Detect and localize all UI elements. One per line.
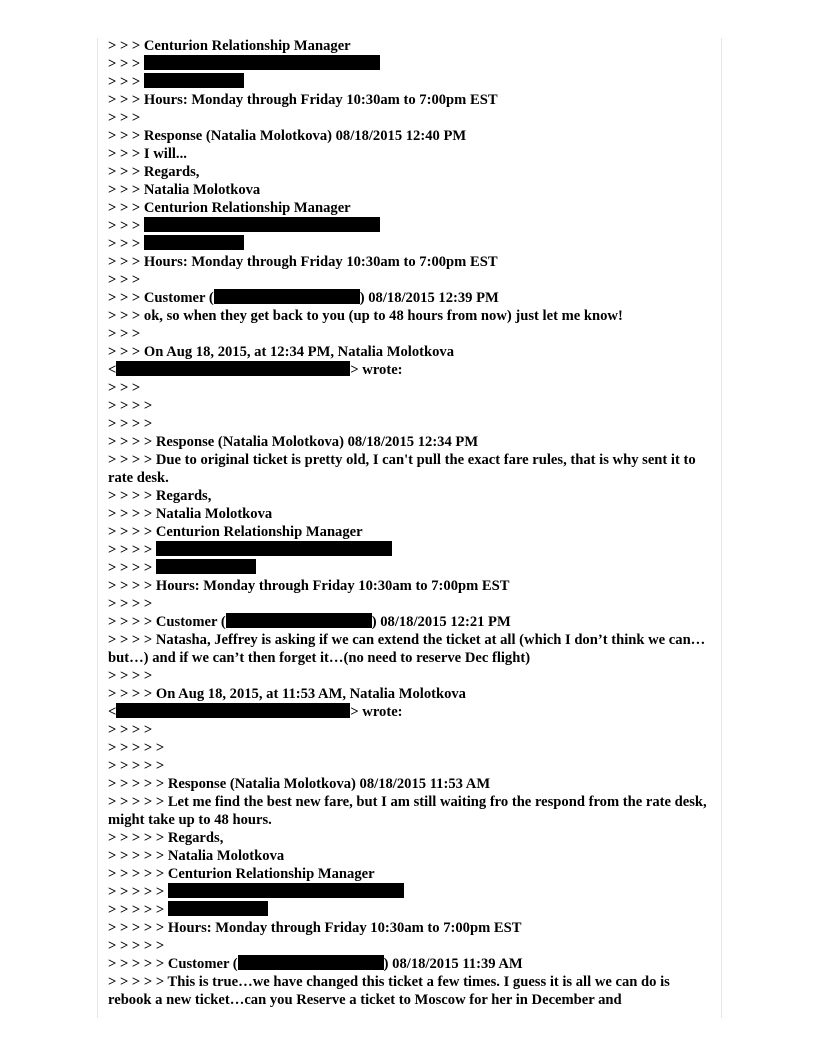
text-line: > > > > > Natalia Molotkova: [108, 848, 285, 864]
text-line: > > > > >: [108, 901, 708, 919]
text-line: > > > >: [108, 559, 708, 577]
text-line: > > > > Centurion Relationship Manager: [108, 524, 363, 540]
text-line: > > > Centurion Relationship Manager: [108, 200, 351, 216]
redaction-bar: [226, 613, 372, 628]
text-line: > > > > > This is true…we have changed this ticket a few times. I guess it is all we can do is rebook a new ticket…can you Reserve a ticket to Moscow for her in December and: [108, 974, 670, 1008]
text-line: > > > > Due to original ticket is pretty old, I can't pull the exact fare rules, that is why sent it to rate desk.: [108, 452, 696, 486]
redaction-bar: [156, 541, 392, 556]
text-line: > > > >: [108, 398, 153, 414]
text-line: > > > > >: [108, 740, 165, 756]
redaction-bar: [214, 289, 360, 304]
text-line: > > >: [108, 217, 708, 235]
redaction-bar: [144, 217, 380, 232]
redaction-bar: [116, 703, 350, 718]
text-line: > > >: [108, 272, 141, 288]
text-line: > > > Hours: Monday through Friday 10:30am to 7:00pm EST: [108, 254, 498, 270]
text-line: > > > On Aug 18, 2015, at 12:34 PM, Natalia Molotkova: [108, 344, 455, 360]
text-line: > > > > Customer ( ) 08/18/2015 12:21 PM: [108, 614, 511, 630]
text-line: > > > > > Regards,: [108, 830, 224, 846]
text-line: > > > Centurion Relationship Manager: [108, 38, 351, 54]
text-line: > > > ok, so when they get back to you (up to 48 hours from now) just let me know!: [108, 308, 623, 324]
text-line: > > > > Regards,: [108, 488, 212, 504]
email-thread: [108, 37, 708, 1009]
redaction-bar: [144, 235, 244, 250]
text-line: > > > > Hours: Monday through Friday 10:30am to 7:00pm EST: [108, 578, 510, 594]
text-line: > > > Natalia Molotkova: [108, 182, 261, 198]
text-line: > > > > > Response (Natalia Molotkova) 08/18/2015 11:53 AM: [108, 776, 491, 792]
text-line: > > >: [108, 55, 708, 73]
text-line: > > > >: [108, 668, 153, 684]
text-line: > > > Customer ( ) 08/18/2015 12:39 PM: [108, 290, 499, 306]
text-line: > > > > Natalia Molotkova: [108, 506, 273, 522]
redaction-bar: [238, 955, 384, 970]
redaction-bar: [144, 73, 244, 88]
redaction-bar: [144, 55, 380, 70]
redaction-bar: [156, 559, 256, 574]
text-line: > > > >: [108, 596, 153, 612]
text-line: > > > Response (Natalia Molotkova) 08/18/2015 12:40 PM: [108, 128, 467, 144]
redaction-bar: [116, 361, 350, 376]
text-line: > > > > > Centurion Relationship Manager: [108, 866, 375, 882]
text-line: > > > > > Let me find the best new fare, but I am still waiting fro the respond from the rate desk, might take up to 48 hours.: [108, 794, 707, 828]
text-line: < > wrote:: [108, 704, 403, 720]
text-line: > > > > Natasha, Jeffrey is asking if we can extend the ticket at all (which I don’t think we can…but…) and if we can’t then forget it…(no need to reserve Dec flight): [108, 632, 706, 666]
text-line: > > >: [108, 110, 141, 126]
text-line: > > > > > Customer ( ) 08/18/2015 11:39 AM: [108, 956, 523, 972]
text-line: > > > > On Aug 18, 2015, at 11:53 AM, Natalia Molotkova: [108, 686, 466, 702]
redaction-bar: [168, 883, 404, 898]
text-line: > > > I will...: [108, 146, 187, 162]
text-line: > > >: [108, 380, 141, 396]
text-line: > > >: [108, 326, 141, 342]
text-line: > > > > Response (Natalia Molotkova) 08/18/2015 12:34 PM: [108, 434, 479, 450]
text-line: > > > >: [108, 416, 153, 432]
text-line: > > >: [108, 235, 708, 253]
text-line: > > > Hours: Monday through Friday 10:30am to 7:00pm EST: [108, 92, 498, 108]
text-line: > > > >: [108, 722, 153, 738]
text-line: > > > Regards,: [108, 164, 200, 180]
text-line: > > > > >: [108, 883, 708, 901]
text-line: > > > > >: [108, 758, 165, 774]
redaction-bar: [168, 901, 268, 916]
text-line: > > >: [108, 73, 708, 91]
text-line: > > > > >: [108, 938, 165, 954]
text-line: < > wrote:: [108, 362, 403, 378]
text-line: > > > >: [108, 541, 708, 559]
text-line: > > > > > Hours: Monday through Friday 10:30am to 7:00pm EST: [108, 920, 522, 936]
